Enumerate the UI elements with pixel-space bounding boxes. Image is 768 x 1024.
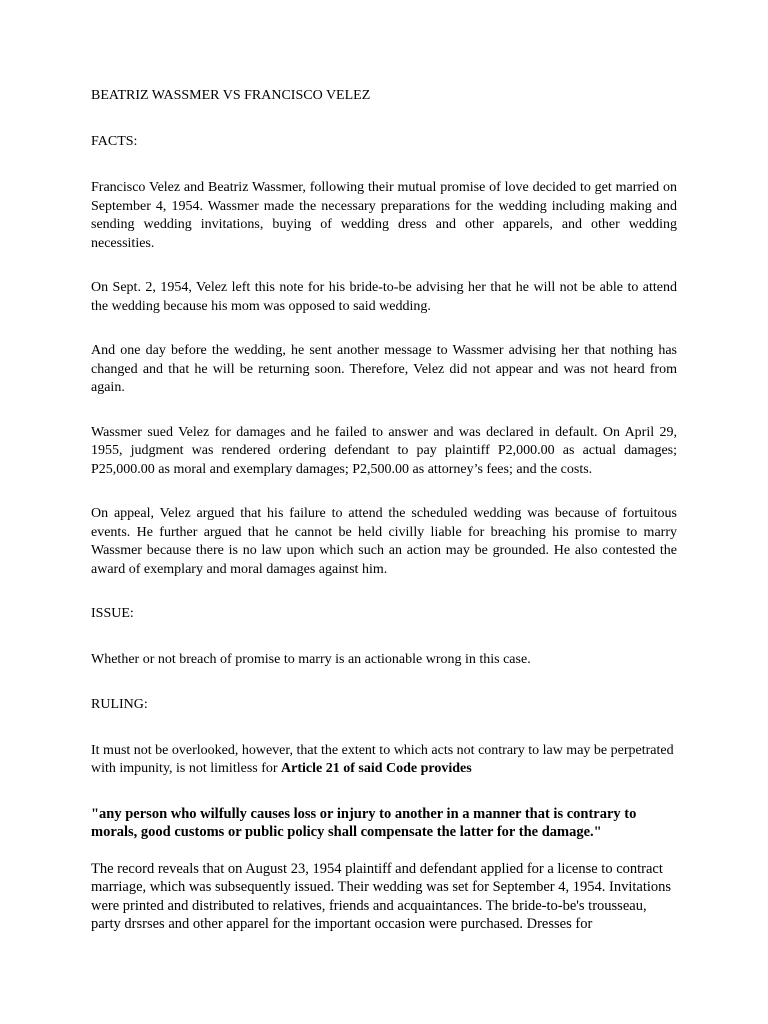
issue-text: Whether or not breach of promise to marry is an actionable wrong in this case.	[91, 652, 531, 667]
article-reference: Article 21 of said Code provides	[281, 761, 472, 776]
ruling-heading: RULING:	[91, 696, 148, 712]
record-paragraph: The record reveals that on August 23, 1954 plaintiff and defendant applied for a license to contract marriage, which was subsequently issued. Their wedding was set for September 4, 1954. Invitations were printed and distributed to relatives, friends and acquaintances. The bride-to-be's trousseau, party drsrses and other apparel for the important occasion were purchased. Dresses for	[91, 860, 672, 932]
article-quote: "any person who wilfully causes loss or injury to another in a manner that is contrary to morals, good customs or public policy shall compensate the latter for the damage."	[91, 805, 637, 840]
facts-paragraph: And one day before the wedding, he sent another message to Wassmer advising her that nothing has changed and that he will be returning soon. Therefore, Velez did not appear and was not heard from again.	[91, 343, 677, 395]
ruling-intro	[91, 742, 677, 779]
document-title: BEATRIZ WASSMER VS FRANCISCO VELEZ	[91, 88, 371, 103]
facts-paragraph: Francisco Velez and Beatriz Wassmer, following their mutual promise of love decided to get married on September 4, 1954. Wassmer made the necessary preparations for the wedding including making and sending wedding invitations, buying of wedding dress and other apparels, and other wedding necessities.	[91, 180, 677, 251]
facts-paragraph: On appeal, Velez argued that his failure to attend the scheduled wedding was because of fortuitous events. He further argued that he cannot be held civilly liable for breaching his promise to marry Wassmer because there is no law upon which such an action may be grounded. He also contested the award of exemplary and moral damages against him.	[91, 506, 677, 577]
issue-heading: ISSUE:	[91, 606, 134, 621]
facts-paragraph: Wassmer sued Velez for damages and he failed to answer and was declared in default. On April 29, 1955, judgment was rendered ordering defendant to pay plaintiff P2,000.00 as actual damages; P25,000.00 as moral and exemplary damages; P2,500.00 as attorney’s fees; and the costs.	[91, 424, 677, 477]
facts-heading: FACTS:	[91, 134, 138, 149]
document-page	[91, 87, 677, 934]
ruling-intro-text: It must not be overlooked, however, that the extent to which acts not contrary to law may be perpetrated with impunity, is not limitless for	[91, 742, 674, 776]
facts-paragraph: On Sept. 2, 1954, Velez left this note for his bride-to-be advising her that he will not be able to attend the wedding because his mom was opposed to said wedding.	[91, 280, 677, 314]
